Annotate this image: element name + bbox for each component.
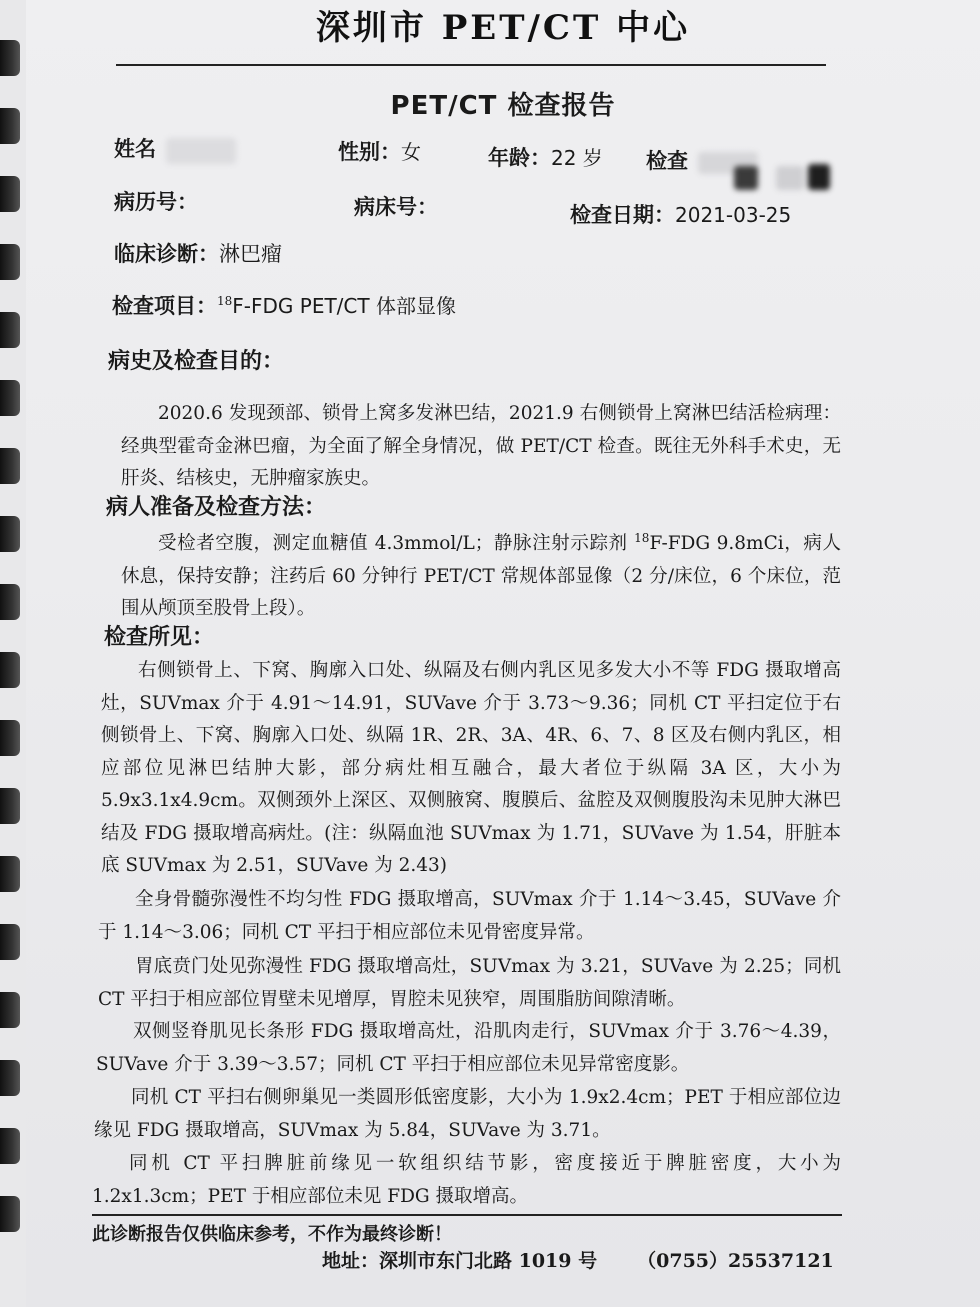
gender-label: 性别：	[338, 139, 401, 164]
binder-ring	[0, 516, 20, 552]
footer-rule	[92, 1214, 842, 1216]
item-value: F-FDG PET/CT 体部显像	[232, 294, 456, 318]
findings-paragraph: 同机 CT 平扫脾脏前缘见一软组织结节影，密度接近于脾脏密度，大小为 1.2x1.3cm；PET 于相应部位未见 FDG 摄取增高。	[92, 1153, 841, 1207]
binder-ring	[0, 584, 20, 620]
binder-ring	[0, 448, 20, 484]
exam-no-label: 检查	[646, 148, 688, 173]
findings-paragraph: 双侧竖脊肌见长条形 FDG 摄取增高灶，沿肌肉走行，SUVmax 介于 3.76～4.39，SUVave 介于 3.39～3.57；同机 CT 平扫于相应部位未见异常密度影。	[96, 1021, 841, 1075]
method-text-b: F-FDG 9.8mCi，病人休息，保持安静；注药后 60 分钟行 PET/CT 常规体部显像（2 分/床位，6 个床位，范围从颅顶至股骨上段）。	[121, 533, 841, 620]
method-heading: 病人准备及检查方法：	[106, 494, 327, 520]
findings-paragraph: 全身骨髓弥漫性不均匀性 FDG 摄取增高，SUVmax 介于 1.14～3.45，SUVave 介于 1.14～3.06；同机 CT 平扫于相应部位未见骨密度异常。	[98, 889, 841, 943]
header-rule	[116, 64, 826, 66]
binder-ring	[0, 1196, 20, 1232]
redaction-blur	[808, 164, 830, 190]
binder-ring	[0, 720, 20, 756]
bed-label: 病床号：	[354, 194, 438, 219]
address-text: 地址：深圳市东门北路 1019 号	[322, 1250, 598, 1272]
diagnosis-label: 临床诊断：	[114, 241, 219, 266]
binder-ring	[0, 992, 20, 1028]
binder-ring	[0, 1060, 20, 1096]
findings-paragraph: 胃底贲门处见弥漫性 FDG 摄取增高灶，SUVmax 为 3.21，SUVave 为 2.25；同机 CT 平扫于相应部位胃壁未见增厚，胃腔未见狭窄，周围脂肪间隙清晰。	[98, 956, 841, 1010]
name-label: 姓名	[114, 136, 156, 161]
center-name: 深圳市 PET/CT 中心	[315, 8, 691, 48]
isotope-mass: 18	[217, 294, 233, 308]
gender-value: 女	[401, 140, 421, 164]
binder-ring	[0, 380, 20, 416]
date-label: 检查日期：	[570, 202, 675, 227]
phone-number: （0755）25537121	[637, 1250, 834, 1272]
age-value: 22 岁	[551, 146, 603, 170]
history-text: 2020.6 发现颈部、锁骨上窝多发淋巴结，2021.9 右侧锁骨上窝淋巴结活检病理：经典型霍奇金淋巴瘤，为全面了解全身情况，做 PET/CT 检查。既往无外科手术史，无肝炎、结核史，无肿瘤家族史。	[121, 403, 841, 489]
binder-ring	[0, 312, 20, 348]
redaction-blur	[776, 166, 804, 190]
binder-ring	[0, 108, 20, 144]
method-text-a: 受检者空腹，测定血糖值 4.3mmol/L；静脉注射示踪剂	[158, 533, 635, 555]
binder-ring	[0, 40, 20, 76]
findings-paragraph: 右侧锁骨上、下窝、胸廓入口处、纵隔及右侧内乳区见多发大小不等 FDG 摄取增高灶，SUVmax 介于 4.91～14.91，SUVave 介于 3.73～9.36；同机 CT 平扫定位于右侧锁骨上、下窝、胸廓入口处、纵隔 1R、2R、3A、4R、6、7、8 区及右侧内乳区，相应部位见淋巴结肿大影，部分病灶相互融合，最大者位于纵隔 3A 区，大小为 5.9x3.1x4.9cm。双侧颈外上深区、双侧腋窝、腹膜后、盆腔及双侧腹股沟未见肿大淋巴结及 FDG 摄取增高病灶。(注：纵隔血池 SUVmax 为 1.71，SUVave 为 1.54，肝脏本底 SUVmax 为 2.51，SUVave 为 2.43)	[101, 660, 841, 876]
isotope-mass: 18	[634, 531, 650, 545]
name-field	[114, 133, 156, 163]
report-title: PET/CT 检查报告	[390, 91, 616, 121]
gender-field	[338, 136, 421, 166]
redaction-blur	[166, 138, 236, 164]
item-field	[112, 290, 456, 320]
binder-ring	[0, 788, 20, 824]
diagnosis-field	[114, 238, 282, 268]
address-line	[322, 1246, 834, 1273]
age-field	[488, 142, 603, 172]
report-paper	[26, 0, 980, 1307]
exam-no-field	[646, 145, 688, 175]
binder-ring	[0, 1128, 20, 1164]
diagnosis-value: 淋巴瘤	[219, 242, 282, 266]
item-label: 检查项目：	[112, 293, 217, 318]
date-value: 2021-03-25	[675, 203, 792, 227]
findings-heading: 检查所见：	[104, 624, 215, 650]
binder-spine	[0, 0, 26, 1307]
age-label: 年龄：	[488, 145, 551, 170]
date-field	[570, 199, 791, 229]
redaction-blur	[734, 166, 758, 190]
history-heading: 病史及检查目的：	[108, 348, 285, 374]
binder-ring	[0, 856, 20, 892]
record-field	[114, 186, 198, 216]
record-label: 病历号：	[114, 189, 198, 214]
binder-ring	[0, 924, 20, 960]
method-text	[121, 522, 841, 626]
binder-ring	[0, 244, 20, 280]
bed-field	[354, 191, 438, 221]
disclaimer-note: 此诊断报告仅供临床参考，不作为最终诊断！	[92, 1224, 452, 1245]
findings-paragraph: 同机 CT 平扫右侧卵巢见一类圆形低密度影，大小为 1.9x2.4cm；PET 于相应部位边缘见 FDG 摄取增高，SUVmax 为 5.84，SUVave 为 3.71。	[94, 1087, 841, 1141]
binder-ring	[0, 652, 20, 688]
binder-ring	[0, 176, 20, 212]
